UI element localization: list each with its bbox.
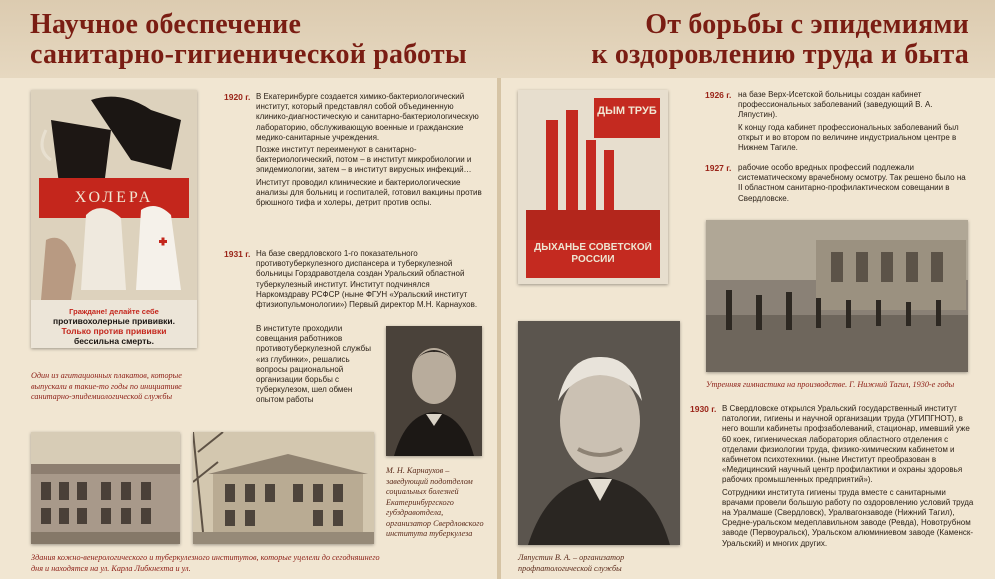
poster-line3: Только против прививки <box>61 326 167 336</box>
text-1926 <box>738 90 970 155</box>
year-1927: 1927 г. <box>705 163 732 173</box>
left-title <box>30 10 467 70</box>
text-1927: рабочие особо вредных профессий подлежали систематическому врачебному осмотру. Так решено было на II областном санитарно-профилактическом совещании в Свердловске. <box>738 163 966 203</box>
poster-line4: бессильна смерть. <box>74 336 154 346</box>
buildings-caption: Здания кожно-венерологического и туберкулезного институтов, которые уцелели до сегодняшнего дня и находятся на ул. Карла Либкнехта и ул. <box>31 553 380 573</box>
year-1920: 1920 г. <box>224 92 251 102</box>
text-1920-p2: Позже институт переименуют в санитарно-бактериологический, потом – в институт микробиологии и эпидемиологии, затем – в институт вирусных инфекций… <box>256 145 472 175</box>
right-title-line1: От борьбы с эпидемиями <box>645 9 969 40</box>
portrait-caption-right: Ляпустин В. А. – организатор профпатологической службы <box>518 553 625 573</box>
text-1931-p2: В институте проходили совещания работников противотуберкулезной службы «из глубинки», решались вопросы рациональной организации борьбы с туберкулезом, шел обмен опытом работы <box>256 324 371 405</box>
text-1930 <box>722 404 974 551</box>
poster-line1: Граждане! делайте себе <box>69 307 159 316</box>
right-title-line2: к оздоровлению труда и быта <box>591 39 969 70</box>
text-1920 <box>256 92 484 210</box>
building-photo-2 <box>193 432 374 544</box>
gymnastics-photo <box>706 220 968 372</box>
poster-top-text: ДЫМ ТРУБ <box>597 105 657 117</box>
building-photo-1 <box>31 432 180 544</box>
poster-line2: противохолерные прививки. <box>52 316 176 326</box>
text-1930-p2: Сотрудники института гигиены труда вместе с санитарными врачами провели большую работу по оздоровлению условий труда на Уралмаше (Свердловск), Уралвагонзаводе (Нижний Тагил), Средне-уральском медеплавильном заводе (Ревда), Новотрубном заводе (Первоуральск), Уральском алюминиевом заводе (Каменск-Уральский) и многих других. <box>722 487 974 548</box>
year-1930: 1930 г. <box>690 404 717 414</box>
text-1931-p1: На базе свердловского 1-го показательного противотуберкулезного диспансера и туберкулезной больницы Горздравотдела создан Уральский областной туберкулезный институт. Институт подчинялся Наркомздраву РСФСР (ныне ФГУН «Уральский институт фтизиопульмонологии») Первый директор М.Н. Карнаухов. <box>256 249 478 310</box>
right-title <box>591 10 969 70</box>
text-1920-p1: В Екатеринбурге создается химико-бактериологический институт, который представлял собой объединенную клинико-диагностическую и санитарно-бактериологическую лабораторию, обслуживающую военные и гражданские медико-санитарные учреждения. <box>256 92 479 142</box>
lyapustin-portrait <box>518 321 680 545</box>
poster-bottom-text: ДЫХАНЬЕ СОВЕТСКОЙ РОССИИ <box>534 242 652 265</box>
portrait-caption-left: М. Н. Карнаухов – заведующий подотделом социальных болезней Екатеринбургского губздравотдела, организатор Свердловского института туберкулеза <box>386 466 484 538</box>
cholera-poster <box>31 90 197 348</box>
text-1926-p1: на базе Верх-Исетской больницы создан кабинет профессиональных заболеваний (заведующий В. А. Ляпустин). <box>738 90 933 120</box>
text-1931 <box>256 249 484 312</box>
year-1926: 1926 г. <box>705 90 732 100</box>
karnaukhov-portrait <box>386 326 482 456</box>
text-1920-p3: Институт проводил клинические и бактериологические анализы для больниц и госпиталей, готовил вакцины против брюшного тифа и холеры, детрит против оспы. <box>256 177 482 208</box>
left-title-line2: санитарно-гигиенической работы <box>30 39 467 70</box>
text-1930-p1: В Свердловске открылся Уральский государственный институт патологии, гигиены и научной организации труда (УГИПГНОТ), в него вошли кабинеты профзаболеваний, стационар, имевший уже 60 коек, гигиеническая лаборатория областного отделения с отделами физиологии труда, физико-химическим кабинетом и кабинетом психотехники. (ныне Институт преобразован в «Медицинский научный центр профилактики и охраны здоровья рабочих промышленных предприятий»). <box>722 404 970 485</box>
poster-title-text: ХОЛЕРА <box>74 189 154 206</box>
gymnastics-caption: Утренняя гимнастика на производстве. Г. Нижний Тагил, 1930-е годы <box>706 380 955 389</box>
year-1931: 1931 г. <box>224 249 251 259</box>
left-title-line1: Научное обеспечение <box>30 9 302 40</box>
smoke-poster <box>518 90 668 284</box>
panel-divider <box>497 78 501 579</box>
text-1926-p2: К концу года кабинет профессиональных заболеваний был открыт и во втором по величине индустриальном центре в Нижнем Тагиле. <box>738 122 959 153</box>
poster-caption: Один из агитационных плакатов, которые выпускали в такие-то годы по инициативе санитарно-эпидемиологической службы <box>31 371 182 401</box>
